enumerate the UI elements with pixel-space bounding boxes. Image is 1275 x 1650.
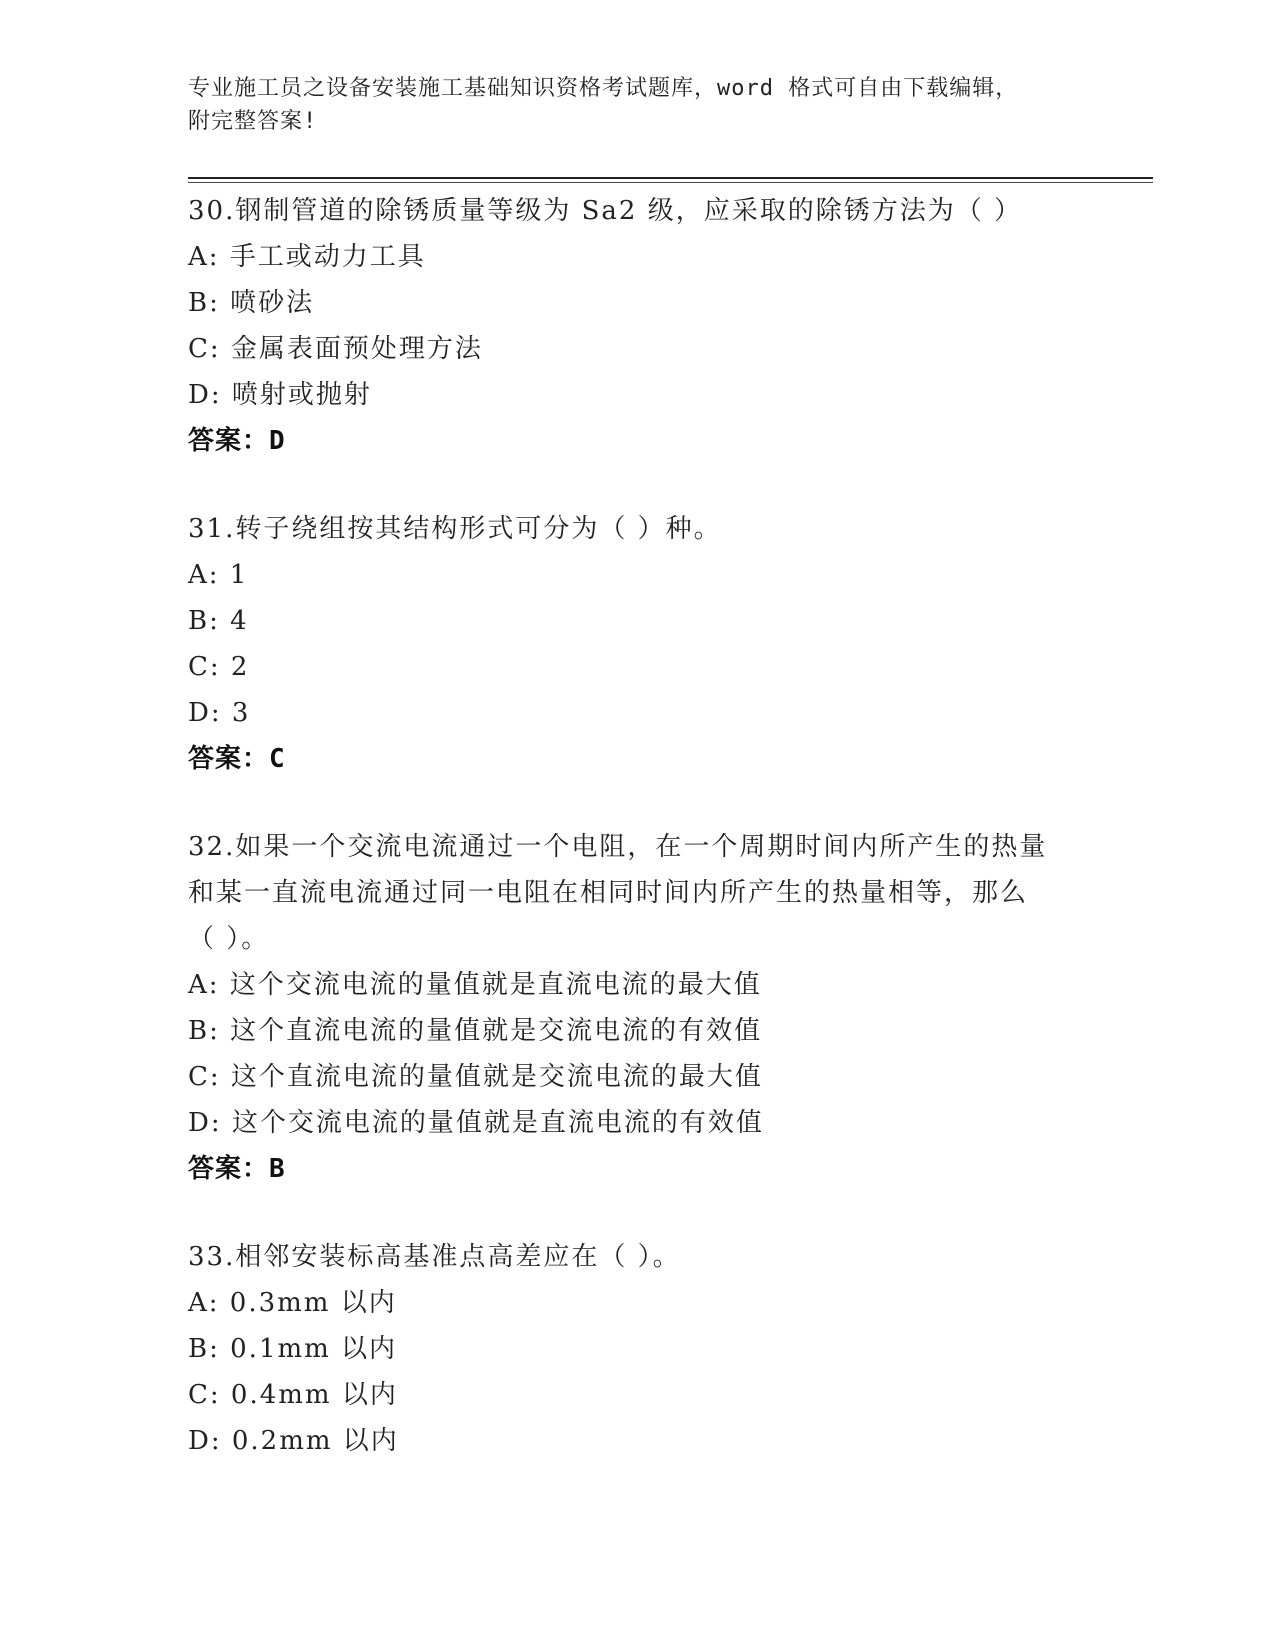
question-spacer: [188, 782, 1128, 824]
question-32: [188, 824, 1128, 1192]
answer-label: 答案：C: [188, 744, 286, 774]
option-c: C: 2: [188, 652, 250, 682]
option-c: C: 0.4mm 以内: [188, 1380, 398, 1410]
question-spacer: [188, 1192, 1128, 1234]
document-header: [188, 72, 1088, 138]
question-stem: 30.钢制管道的除锈质量等级为 Sa2 级，应采取的除锈方法为（ ）: [188, 196, 1022, 226]
option-a: A: 这个交流电流的量值就是直流电流的最大值: [188, 970, 762, 1000]
option-a: A: 1: [188, 560, 249, 590]
option-d: D: 这个交流电流的量值就是直流电流的有效值: [188, 1108, 764, 1138]
question-stem: 31.转子绕组按其结构形式可分为（ ）种。: [188, 514, 722, 544]
question-stem-line-1: 32.如果一个交流电流通过一个电阻，在一个周期时间内所产生的热量: [188, 832, 1048, 862]
question-list: [188, 188, 1128, 1464]
option-d: D: 喷射或抛射: [188, 380, 372, 410]
option-d: D: 3: [188, 698, 251, 728]
option-a: A: 手工或动力工具: [188, 242, 426, 272]
question-33: [188, 1234, 1128, 1464]
header-divider-thick: [188, 177, 1153, 179]
answer-label: 答案：D: [188, 426, 286, 456]
question-stem-line-2: 和某一直流电流通过同一电阻在相同时间内所产生的热量相等，那么: [188, 878, 1029, 908]
option-d: D: 0.2mm 以内: [188, 1426, 399, 1456]
option-c: C: 这个直流电流的量值就是交流电流的最大值: [188, 1062, 763, 1092]
question-stem: 33.相邻安装标高基准点高差应在（ ）。: [188, 1242, 681, 1272]
option-c: C: 金属表面预处理方法: [188, 334, 483, 364]
option-b: B: 0.1mm 以内: [188, 1334, 398, 1364]
question-31: [188, 506, 1128, 782]
answer-label: 答案：B: [188, 1154, 286, 1184]
option-b: B: 这个直流电流的量值就是交流电流的有效值: [188, 1016, 763, 1046]
question-spacer: [188, 464, 1128, 506]
option-a: A: 0.3mm 以内: [188, 1288, 397, 1318]
question-stem-line-3: （ ）。: [188, 924, 270, 954]
option-b: B: 4: [188, 606, 249, 636]
header-divider-thin: [188, 182, 1153, 183]
question-30: [188, 188, 1128, 464]
header-line-1: 专业施工员之设备安装施工基础知识资格考试题库，word 格式可自由下载编辑，: [188, 76, 1019, 101]
header-line-2: 附完整答案!: [188, 109, 318, 134]
option-b: B: 喷砂法: [188, 288, 315, 318]
